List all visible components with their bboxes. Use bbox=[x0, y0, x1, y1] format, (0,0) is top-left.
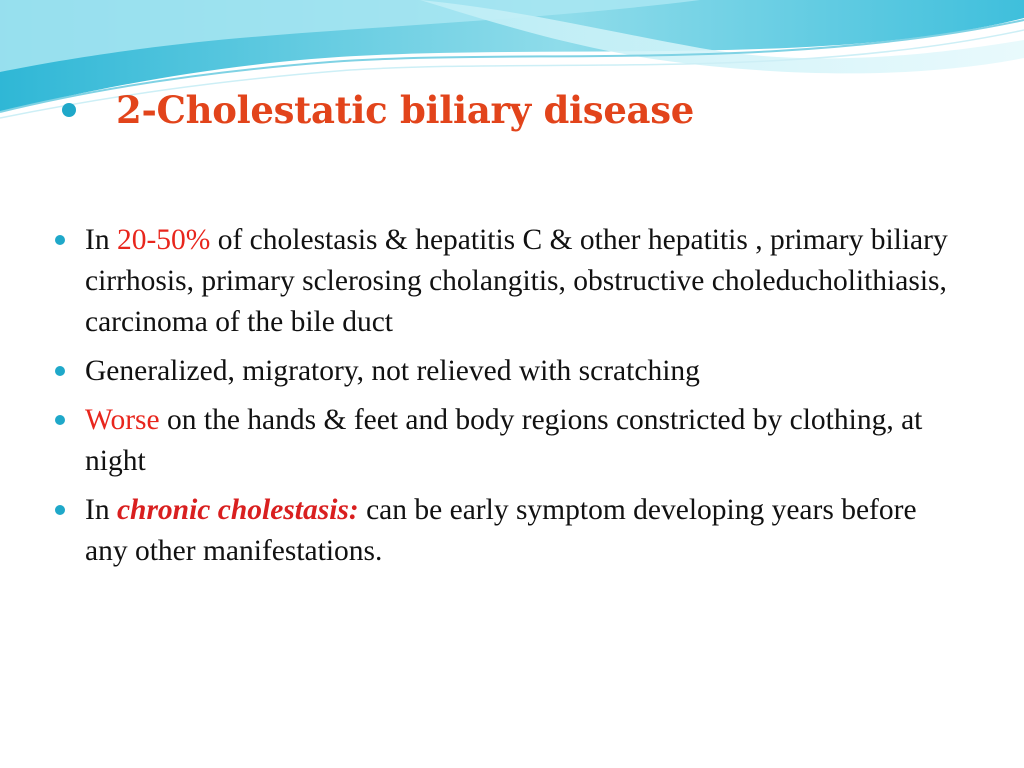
bullet-dot-icon bbox=[55, 415, 65, 425]
bullet-highlight: chronic cholestasis: bbox=[116, 494, 359, 526]
bullet-list bbox=[55, 220, 965, 580]
bullet-text: of cholestasis & hepatitis C & other hepatitis , primary biliary cirrhosis, primary sclerosing cholangitis, obstructive choleducholithiasis, carcinoma of the bile duct bbox=[85, 224, 948, 338]
bullet-item bbox=[55, 490, 965, 572]
slide-title: 2-Cholestatic biliary disease bbox=[116, 88, 695, 132]
bullet-dot-icon bbox=[55, 505, 65, 515]
bullet-item bbox=[55, 400, 965, 482]
bullet-item bbox=[55, 220, 965, 343]
bullet-item bbox=[55, 351, 965, 392]
bullet-highlight: 20-50% bbox=[116, 224, 211, 256]
bullet-text: can be early symptom developing years before any other manifestations. bbox=[85, 494, 917, 567]
bullet-dot-icon bbox=[55, 366, 65, 376]
bullet-text: on the hands & feet and body regions constricted by clothing, at night bbox=[85, 404, 923, 477]
bullet-text: Generalized, migratory, not relieved with scratching bbox=[85, 355, 700, 387]
bullet-highlight: Worse bbox=[85, 404, 160, 436]
bullet-text: In bbox=[85, 224, 117, 256]
bullet-dot-icon bbox=[55, 235, 65, 245]
title-row bbox=[62, 88, 694, 132]
bullet-text: In bbox=[85, 494, 117, 526]
title-bullet-icon bbox=[62, 103, 76, 117]
